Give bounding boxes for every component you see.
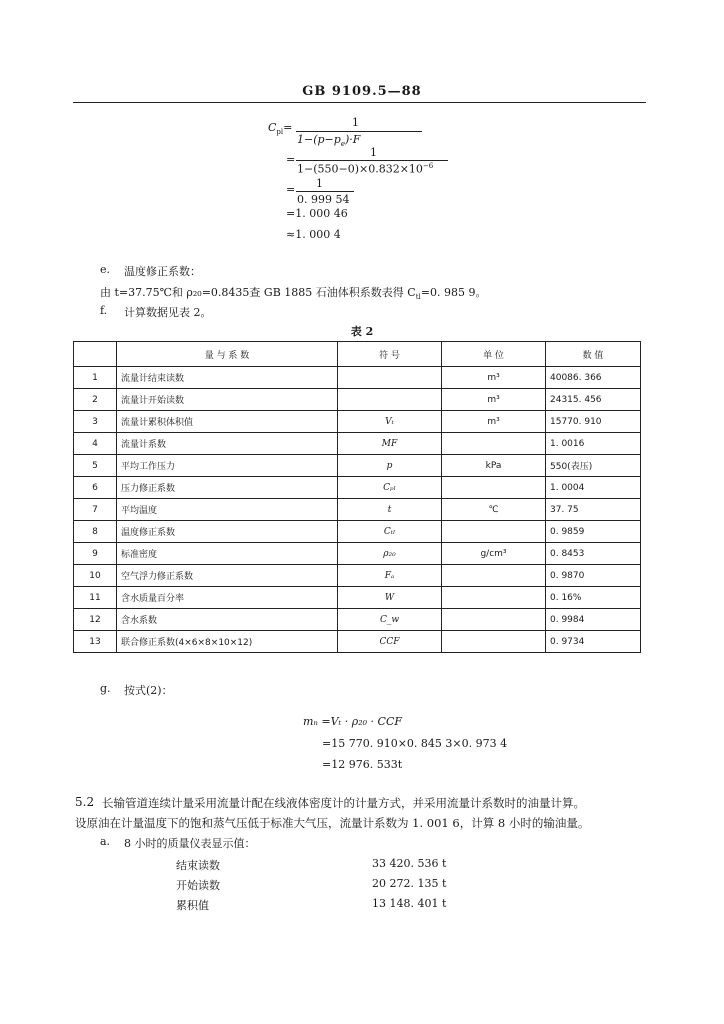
table-row <box>74 521 641 543</box>
unit-cell: kPa <box>442 455 546 477</box>
cpl-numerator-1: 1 <box>352 116 359 129</box>
quantity-cell: 流量计系数 <box>117 433 338 455</box>
fraction-line-2 <box>296 160 448 161</box>
unit-cell <box>442 477 546 499</box>
reading-label: 开始读数 <box>176 879 220 892</box>
quantity-cell: 平均温度 <box>117 499 338 521</box>
reading-value: 13 148. 401 t <box>372 897 447 910</box>
header-cell-value: 数 值 <box>546 342 641 367</box>
symbol-cell <box>338 389 442 411</box>
value-cell: 550(表压) <box>546 455 641 477</box>
table-row <box>74 609 641 631</box>
para-e-label: e. <box>100 263 111 276</box>
unit-cell <box>442 609 546 631</box>
table-row <box>74 455 641 477</box>
para-e-title: 温度修正系数： <box>124 265 201 278</box>
row-number-cell: 1 <box>74 367 117 389</box>
table-row <box>74 389 641 411</box>
row-number-cell: 13 <box>74 631 117 653</box>
unit-cell: m³ <box>442 411 546 433</box>
data-table <box>73 341 641 653</box>
fraction-line-1 <box>296 131 422 132</box>
para-g-label: g. <box>100 682 111 695</box>
row-number-cell: 11 <box>74 587 117 609</box>
symbol-cell: Cₜₗ <box>338 521 442 543</box>
value-cell: 0. 9984 <box>546 609 641 631</box>
unit-cell: g/cm³ <box>442 543 546 565</box>
value-cell: 0. 16% <box>546 587 641 609</box>
symbol-cell <box>338 367 442 389</box>
reading-label: 结束读数 <box>176 859 220 872</box>
cpl-lhs: $C_{pl}=$ <box>268 121 293 137</box>
symbol-cell: CCF <box>338 631 442 653</box>
unit-cell <box>442 587 546 609</box>
quantity-cell: 联合修正系数(4×6×8×10×12) <box>117 631 338 653</box>
reading-label: 累积值 <box>176 899 209 912</box>
para-f-label: f. <box>100 304 108 317</box>
quantity-cell: 压力修正系数 <box>117 477 338 499</box>
quantity-cell: 流量计累积体积值 <box>117 411 338 433</box>
unit-cell <box>442 521 546 543</box>
table-row <box>74 433 641 455</box>
unit-cell <box>442 565 546 587</box>
header-cell-symbol: 符 号 <box>338 342 442 367</box>
section-a-label: a. <box>100 835 111 848</box>
section-line-1: 长输管道连续计量采用流量计配在线液体密度计的计量方式，并采用流量计系数时的油量计算。 <box>102 796 585 810</box>
mn-formula: mₙ =Vₜ · ρ₂₀ · CCF <box>303 715 402 728</box>
value-cell: 37. 75 <box>546 499 641 521</box>
table-row <box>74 499 641 521</box>
value-cell: 40086. 366 <box>546 367 641 389</box>
table-row <box>74 587 641 609</box>
reading-value: 20 272. 135 t <box>372 877 447 890</box>
cpl-denominator-1: $1-(p-p_e)\cdot F$ <box>297 133 361 149</box>
table-row <box>74 543 641 565</box>
row-number-cell: 3 <box>74 411 117 433</box>
symbol-cell: p <box>338 455 442 477</box>
quantity-cell: 标准密度 <box>117 543 338 565</box>
value-cell: 0. 9859 <box>546 521 641 543</box>
row-number-cell: 10 <box>74 565 117 587</box>
cpl-numerator-3: 1 <box>316 177 323 190</box>
symbol-cell: W <box>338 587 442 609</box>
reading-value: 33 420. 536 t <box>372 857 447 870</box>
fraction-line-3 <box>296 191 354 192</box>
value-cell: 1. 0016 <box>546 433 641 455</box>
symbol-cell: MF <box>338 433 442 455</box>
para-f-text: 计算数据见表 2。 <box>124 306 212 319</box>
cpl-eq-3: = <box>286 183 296 196</box>
row-number-cell: 6 <box>74 477 117 499</box>
page-header: GB 9109.5—88 <box>302 84 422 99</box>
para-g-text: 按式(2)： <box>124 684 173 697</box>
table-header-row <box>74 342 641 367</box>
mn-result: =12 976. 533t <box>322 758 403 771</box>
table-row <box>74 631 641 653</box>
para-e-body: 由 t=37.75℃和 ρ₂₀=0.8435查 GB 1885 石油体积系数表得 $C_{tl}=0$. 985 9。 <box>100 286 487 302</box>
row-number-cell: 5 <box>74 455 117 477</box>
quantity-cell: 空气浮力修正系数 <box>117 565 338 587</box>
quantity-cell: 温度修正系数 <box>117 521 338 543</box>
unit-cell: m³ <box>442 389 546 411</box>
value-cell: 0. 9870 <box>546 565 641 587</box>
row-number-cell: 7 <box>74 499 117 521</box>
header-cell-unit: 单 位 <box>442 342 546 367</box>
table-row <box>74 477 641 499</box>
symbol-cell: t <box>338 499 442 521</box>
section-a-text: 8 小时的质量仪表显示值： <box>124 837 256 850</box>
value-cell: 0. 8453 <box>546 543 641 565</box>
header-cell-quantity: 量 与 系 数 <box>117 342 338 367</box>
row-number-cell: 9 <box>74 543 117 565</box>
unit-cell: ℃ <box>442 499 546 521</box>
section-number: 5.2 <box>75 795 95 809</box>
table-row <box>74 367 641 389</box>
cpl-result-1: =1. 000 46 <box>286 207 348 220</box>
row-number-cell: 2 <box>74 389 117 411</box>
quantity-cell: 含水质量百分率 <box>117 587 338 609</box>
row-number-cell: 4 <box>74 433 117 455</box>
symbol-cell: ρ₂₀ <box>338 543 442 565</box>
value-cell: 1. 0004 <box>546 477 641 499</box>
cpl-denominator-2: $1-(550-0)\times 0.832\times 10^{-6}$ <box>297 162 434 176</box>
value-cell: 15770. 910 <box>546 411 641 433</box>
table-caption: 表 2 <box>350 325 374 338</box>
unit-cell <box>442 631 546 653</box>
quantity-cell: 流量计开始读数 <box>117 389 338 411</box>
symbol-cell: Vₜ <box>338 411 442 433</box>
value-cell: 0. 9734 <box>546 631 641 653</box>
row-number-cell: 12 <box>74 609 117 631</box>
table-row <box>74 565 641 587</box>
unit-cell <box>442 433 546 455</box>
quantity-cell: 含水系数 <box>117 609 338 631</box>
symbol-cell: Fₐ <box>338 565 442 587</box>
symbol-cell: C_w <box>338 609 442 631</box>
mn-substitution: =15 770. 910×0. 845 3×0. 973 4 <box>322 737 508 750</box>
quantity-cell: 流量计结束读数 <box>117 367 338 389</box>
cpl-result-2: ≈1. 000 4 <box>286 228 341 241</box>
section-line-2: 设原油在计量温度下的饱和蒸气压低于标准大气压，流量计系数为 1. 001 6，计算 8 小时的输油量。 <box>75 816 590 830</box>
symbol-cell: Cₚₗ <box>338 477 442 499</box>
quantity-cell: 平均工作压力 <box>117 455 338 477</box>
table-row <box>74 411 641 433</box>
cpl-numerator-2: 1 <box>370 146 377 159</box>
row-number-cell: 8 <box>74 521 117 543</box>
value-cell: 24315. 456 <box>546 389 641 411</box>
unit-cell: m³ <box>442 367 546 389</box>
cpl-eq-2: = <box>286 153 296 166</box>
header-cell-no <box>74 342 117 367</box>
header-rule <box>73 102 646 103</box>
cpl-denominator-3: 0. 999 54 <box>297 193 350 206</box>
